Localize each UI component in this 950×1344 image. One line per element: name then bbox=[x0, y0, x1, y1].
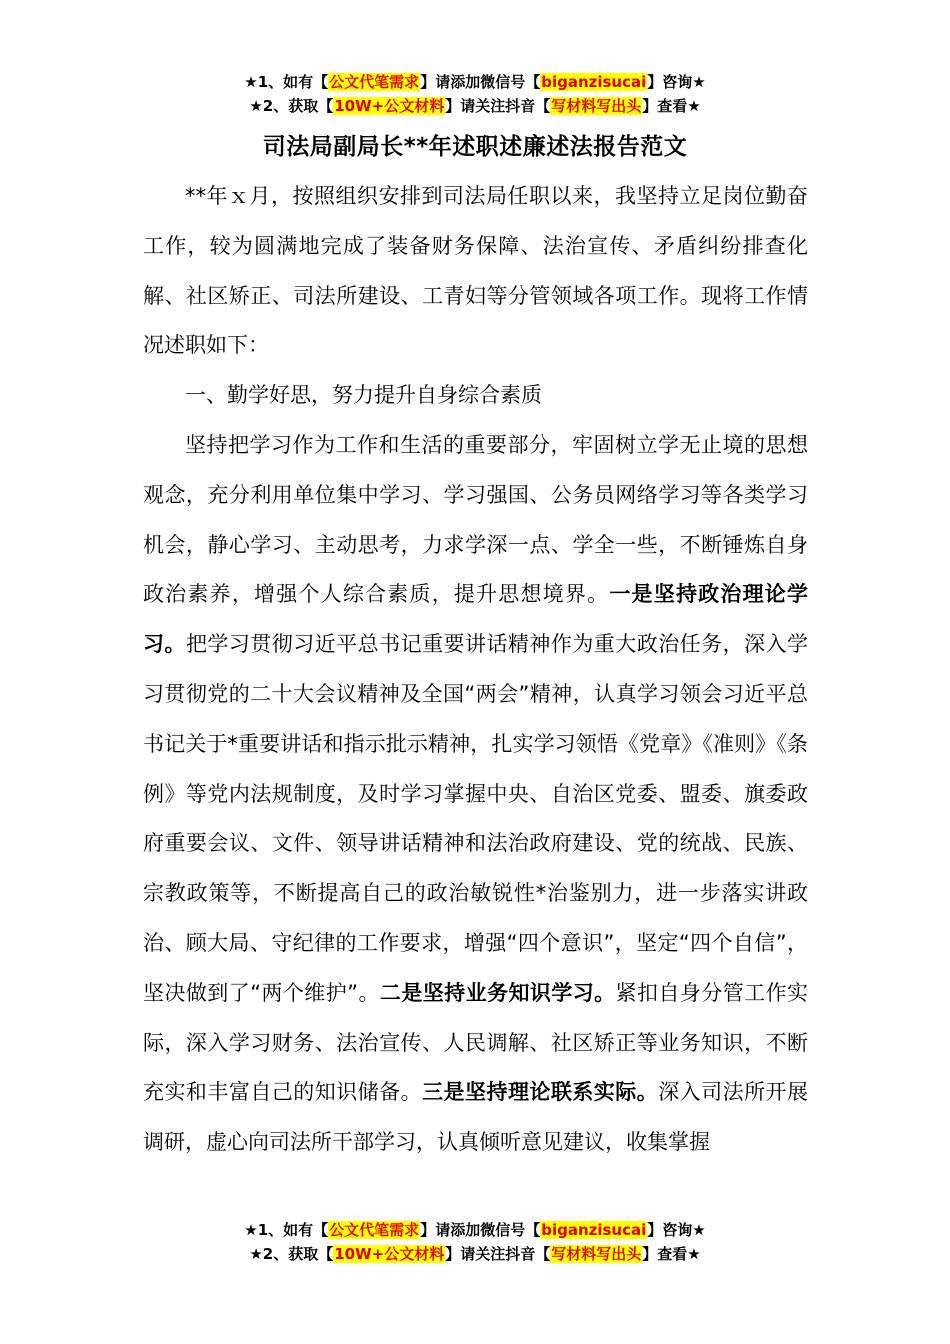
promo-banner-bottom bbox=[0, 1218, 950, 1266]
promo-text: ★1、如有【 bbox=[244, 1221, 329, 1239]
promo-text: 】查看★ bbox=[642, 1245, 701, 1263]
promo-text: 】查看★ bbox=[642, 97, 701, 115]
promo-highlight: 公文代笔需求 bbox=[329, 1221, 420, 1239]
promo-text: ★2、获取【 bbox=[249, 1245, 334, 1263]
promo-highlight: 10W+公文材料 bbox=[334, 97, 445, 115]
douyin-highlight: 写材料写出头 bbox=[551, 97, 642, 115]
promo-line-2 bbox=[0, 94, 950, 118]
promo-text: 】请关注抖音【 bbox=[445, 1245, 551, 1263]
body-text: 把学习贯彻习近平总书记重要讲话精神作为重大政治任务，深入学习贯彻党的二十大会议精神及全国“两会”精神，认真学习领会习近平总书记关于*重要讲话和指示批示精神，扎实学习领悟《党章》《准则》《条例》等党内法规制度，及时学习掌握中央、自治区党委、盟委、旗委政府重要会议、文件、领导讲话精神和法治政府建设、党的统战、民族、宗教政策等，不断提高自己的政治敏锐性*治鉴别力，进一步落实讲政治、顾大局、守纪律的工作要求，增强“四个意识”，坚定“四个自信”，坚决做到了“两个维护”。 bbox=[143, 632, 809, 1005]
douyin-highlight: 写材料写出头 bbox=[551, 1245, 642, 1263]
promo-banner-top bbox=[0, 70, 950, 118]
promo-line-2 bbox=[0, 1242, 950, 1266]
document-body bbox=[143, 172, 808, 1168]
promo-text: 】咨询★ bbox=[647, 1221, 706, 1239]
bold-point: 一是坚持政治理论学习。 bbox=[143, 582, 808, 657]
wechat-id-highlight: biganzisucai bbox=[541, 73, 647, 91]
bold-point: 二是坚持业务知识学习。 bbox=[379, 980, 616, 1005]
promo-text: 】请添加微信号【 bbox=[420, 73, 541, 91]
promo-text: 】咨询★ bbox=[647, 73, 706, 91]
wechat-id-highlight: biganzisucai bbox=[541, 1221, 647, 1239]
body-paragraph bbox=[143, 421, 808, 1168]
body-text: 紧扣自身分管工作实际，深入学习财务、法治宣传、人民调解、社区矫正等业务知识，不断充实和丰富自己的知识储备。 bbox=[143, 980, 809, 1105]
document-title: 司法局副局长**年述职述廉述法报告范文 bbox=[262, 134, 688, 160]
promo-text: 】请添加微信号【 bbox=[420, 1221, 541, 1239]
promo-line-1 bbox=[0, 70, 950, 94]
promo-highlight: 公文代笔需求 bbox=[329, 73, 420, 91]
promo-highlight: 10W+公文材料 bbox=[334, 1245, 445, 1263]
bold-point: 三是坚持理论联系实际。 bbox=[422, 1080, 659, 1105]
intro-paragraph: **年ｘ月，按照组织安排到司法局任职以来，我坚持立足岗位勤奋工作，较为圆满地完成了装备财务保障、法治宣传、矛盾纠纷排查化解、社区矫正、司法所建设、工青妇等分管领域各项工作。现将工作情况述职如下： bbox=[143, 184, 808, 358]
body-text: 坚持把学习作为工作和生活的重要部分，牢固树立学无止境的思想观念，充分利用单位集中学习、学习强国、公务员网络学习等各类学习机会，静心学习、主动思考，力求学深一点、学全一些，不断锤炼自身政治素养，增强个人综合素质，提升思想境界。 bbox=[143, 432, 808, 607]
promo-text: 】请关注抖音【 bbox=[445, 97, 551, 115]
body-text: 深入司法所开展调研，虚心向司法所干部学习，认真倾听意见建议，收集掌握 bbox=[143, 1080, 809, 1155]
section-heading: 一、勤学好思，努力提升自身综合素质 bbox=[185, 383, 542, 408]
promo-line-1 bbox=[0, 1218, 950, 1242]
promo-text: ★2、获取【 bbox=[249, 97, 334, 115]
promo-text: ★1、如有【 bbox=[244, 73, 329, 91]
